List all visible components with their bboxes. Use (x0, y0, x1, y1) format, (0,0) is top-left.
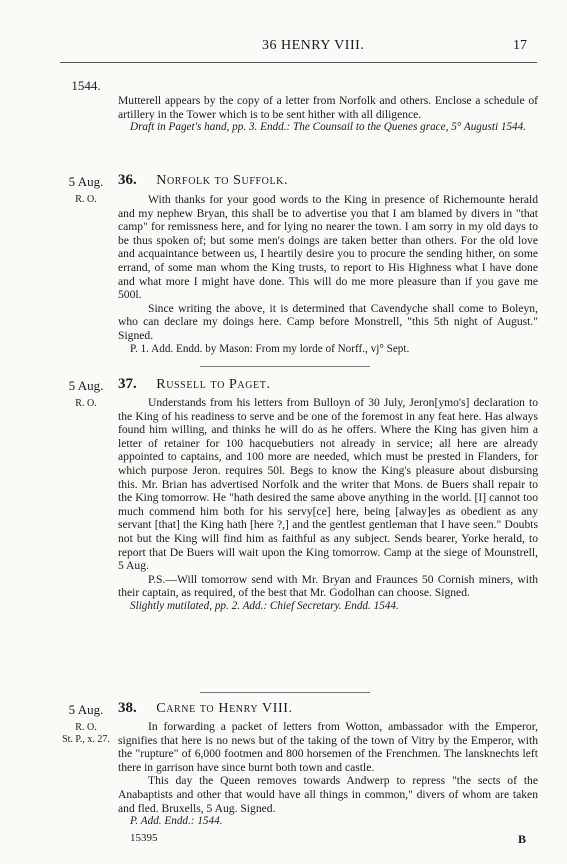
entry-37-title: Russell to Paget. (156, 377, 271, 392)
running-head-title: 36 HENRY VIII. (262, 38, 365, 53)
page-number: 17 (513, 38, 527, 53)
entry-37-date: 5 Aug. (68, 378, 104, 393)
gathering-letter: B (518, 832, 527, 846)
separator-rule (200, 366, 370, 367)
entry-36-margin (58, 174, 114, 206)
entry-36-heading (118, 172, 288, 189)
continuation-block (118, 94, 538, 135)
entry-37-margin (58, 378, 114, 410)
entry-38-margin (58, 702, 114, 746)
entry-36-paragraph: Since writing the above, it is determined that Cavendyche shall come to Boleyn, who can declare my doings here. Camp before Monstrell, "this 5th night of August." Signed. (118, 301, 538, 342)
margin-year: 1544. (71, 78, 101, 93)
entry-38-source-2: St. P., x. 27. (62, 734, 110, 745)
entry-36-note: P. 1. Add. Endd. by Mason: From my lorde of Norff., vj° Sept. (130, 342, 410, 355)
entry-36-source: R. O. (75, 194, 97, 205)
entry-37-number: 37. (118, 376, 137, 392)
entry-36-number: 36. (118, 172, 137, 188)
entry-36-title: Norfolk to Suffolk. (156, 173, 289, 188)
entry-37-body (118, 396, 538, 614)
entry-38-source: R. O. (75, 722, 97, 733)
entry-38-number: 38. (118, 700, 137, 716)
entry-36-body (118, 193, 538, 356)
entry-37-heading (118, 376, 271, 393)
header-rule (60, 62, 537, 63)
continuation-text: Mutterell appears by the copy of a letter from Norfolk and others. Enclose a schedule of artillery in the Tower which is to be sent hither with all diligence. (118, 94, 538, 121)
entry-38-date: 5 Aug. (68, 702, 104, 717)
printer-signature: 15395 (130, 832, 158, 844)
continuation-note: Draft in Paget's hand, pp. 3. Endd.: The Counsail to the Quenes grace, 5° Augusti 1544. (130, 121, 527, 134)
entry-38-paragraph: In forwarding a packet of letters from Wotton, ambassador with the Emperor, signifies that here is no news but of the taking of the town of Vitry by the Emperor, with the "rupture" of 6,000 footmen and 800 horsemen of the Frenchmen. The lansknechts left there in garrison have since burnt both town and castle. (118, 720, 538, 774)
separator-rule (200, 692, 370, 693)
entry-36-date: 5 Aug. (68, 174, 104, 189)
entry-38-body (118, 720, 538, 829)
entry-36-paragraph: With thanks for your good words to the King in presence of Richemounte herald and my nephew Bryan, this shall be to advertise you that I am blamed by divers in "that camp" for remissness here, and for lying no nearer the town. I am sorry in my old days to be thus spoken of; but some men's doings are taken better than others. For the old love and acquaintance between us, I heartily desire you to procure the sending hither, on some errand, of some man whom the King trusts, to report to His Highness what I have done and what more I might have done. This will do me more pleasure than if you gave me 500l. (118, 193, 538, 302)
entry-38-heading (118, 700, 293, 717)
entry-37-paragraph: P.S.—Will tomorrow send with Mr. Bryan and Fraunces 50 Cornish miners, with their captain, as required, of the best that Mr. Godolhan can choose. Signed. (118, 572, 538, 600)
entry-38-note: P. Add. Endd.: 1544. (130, 815, 223, 828)
running-head (0, 38, 567, 56)
entry-37-note: Slightly mutilated, pp. 2. Add.: Chief Secretary. Endd. 1544. (130, 599, 399, 612)
entry-38-title: Carne to Henry VIII. (156, 701, 293, 716)
entry-37-source: R. O. (75, 398, 97, 409)
entry-37-paragraph: Understands from his letters from Bulloyn of 30 July, Jeron[ymo's] declaration to the King of his readiness to serve and be one of the foremost in any feat here. Has always found him willing, and thinks he will do as he offers. Where the King has given him a letter of retainer for 100 hacquebutiers not already in service; all here are already appointed to captains, and 100 more are needed, which must be prested in Flanders, for which purpose Jeron. requires 50l. Begs to know the King's pleasure about disbursing this. Mr. Brian has advertised Norfolk and the writer that Mons. de Buers shall repair to the King tomorrow. He "hath desired the same above anything in the world. [I] cannot too much commend him both for his servy[ce] here, being [alway]es as obedient as any servant [that] the King hath [here ?,] and the gentlest gentleman that I have seen." Doubts not but the King will find him as faithful as any subject. Sends bearer, Yorke herald, to report that De Buers will wait upon the King tomorrow. Camp at the siege of Mounstrell, 5 Aug. (118, 396, 538, 573)
entry-38-paragraph: This day the Queen removes towards Andwerp to repress "the sects of the Anabaptists and other that would have all things in common," divers of whom are taken and fled. Bruxells, 5 Aug. Signed. (118, 774, 538, 815)
